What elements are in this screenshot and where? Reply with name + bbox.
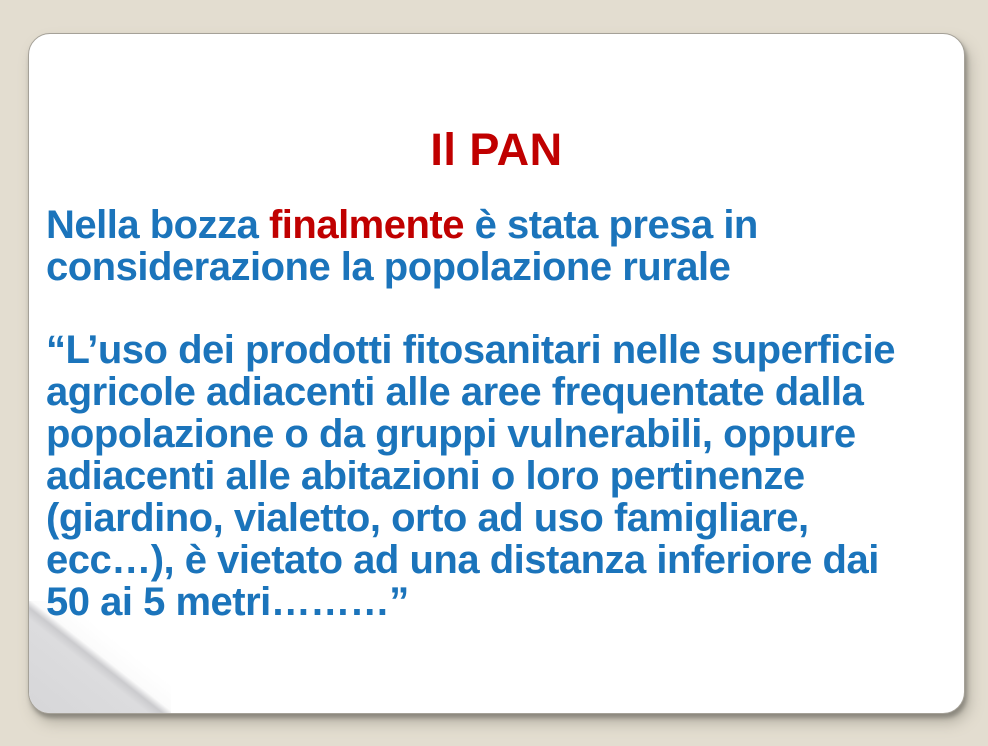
intro-line-1 [46, 204, 758, 246]
quote-line: ecc…), è vietato ad una distanza inferiore dai [46, 538, 879, 582]
quote-line: 50 ai 5 metri………” [46, 580, 409, 624]
intro-line-1-segment-2: è stata presa in [464, 203, 758, 247]
slide-content [29, 34, 964, 713]
intro-line-1-segment-1: Nella bozza [46, 203, 269, 247]
quote-line: popolazione o da gruppi vulnerabili, oppure [46, 412, 856, 456]
slide-card [28, 33, 965, 714]
slide-title: Il PAN [430, 124, 563, 175]
intro-line-1-highlight: finalmente [268, 203, 464, 247]
quote-paragraph [46, 329, 895, 623]
quote-line: adiacenti alle abitazioni o loro pertinenze [46, 454, 805, 498]
intro-line-2: considerazione la popolazione rurale [46, 245, 731, 289]
quote-line: “L’uso dei prodotti fitosanitari nelle superficie [46, 328, 895, 372]
quote-line: (giardino, vialetto, orto ad uso famigliare, [46, 496, 809, 540]
intro-paragraph [46, 204, 758, 288]
quote-line: agricole adiacenti alle aree frequentate dalla [46, 370, 864, 414]
